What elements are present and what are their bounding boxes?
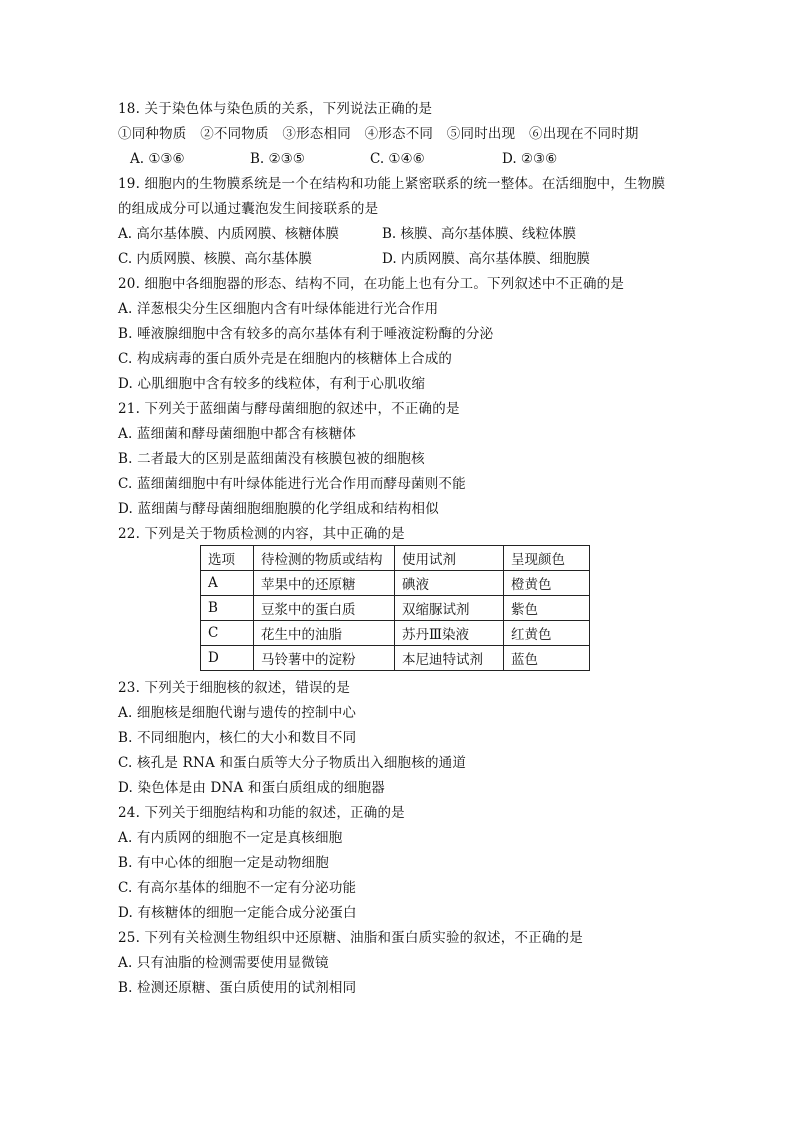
q19-stem-line1: 19. 细胞内的生物膜系统是一个在结构和功能上紧密联系的统一整体。在活细胞中，生物膜 [118,176,666,192]
q19-option-b: B. 核膜、高尔基体膜、线粒体膜 [382,226,577,242]
table-row [201,621,590,646]
q22-header-substance: 待检测的物质或结构 [254,546,395,571]
q20-option-b: B. 唾液腺细胞中含有较多的高尔基体有利于唾液淀粉酶的分泌 [118,326,494,342]
q22-cell-reagent: 本尼迪特试剂 [395,646,504,671]
q25-option-a: A. 只有油脂的检测需要使用显微镜 [118,955,329,971]
q22-cell-substance: 豆浆中的蛋白质 [254,596,395,621]
q23-option-c: C. 核孔是 RNA 和蛋白质等大分子物质出入细胞核的通道 [118,755,467,771]
q21-option-b: B. 二者最大的区别是蓝细菌没有核膜包被的细胞核 [118,451,425,467]
q18-option-a: A. ①③⑥ [130,151,185,167]
q18-option-b: B. ②③⑤ [250,151,305,167]
q21-option-a: A. 蓝细菌和酵母菌细胞中都含有核糖体 [118,426,357,442]
q22-table-header-row [201,546,590,571]
q22-cell-substance: 花生中的油脂 [254,621,395,646]
q19-option-d: D. 内质网膜、高尔基体膜、细胞膜 [382,251,590,267]
q20-option-d: D. 心肌细胞中含有较多的线粒体，有利于心肌收缩 [118,376,426,392]
q20-option-c: C. 构成病毒的蛋白质外壳是在细胞内的核糖体上合成的 [118,351,453,367]
q18-option-d: D. ②③⑥ [502,151,558,167]
table-row [201,571,590,596]
q21-option-c: C. 蓝细菌细胞中有叶绿体能进行光合作用而酵母菌则不能 [118,476,466,492]
q18-option-c: C. ①④⑥ [370,151,425,167]
q20-stem: 20. 细胞中各细胞器的形态、结构不同，在功能上也有分工。下列叙述中不正确的是 [118,276,625,292]
q24-option-c: C. 有高尔基体的细胞不一定有分泌功能 [118,880,357,896]
q22-stem: 22. 下列是关于物质检测的内容，其中正确的是 [118,526,405,542]
q23-option-a: A. 细胞核是细胞代谢与遗传的控制中心 [118,705,357,721]
q25-option-b: B. 检测还原糖、蛋白质使用的试剂相同 [118,980,357,996]
q22-header-color: 呈现颜色 [504,546,590,571]
q22-cell-option: A [201,571,254,596]
q22-cell-color: 橙黄色 [504,571,590,596]
q19-option-a: A. 高尔基体膜、内质网膜、核糖体膜 [118,226,339,242]
q22-cell-color: 紫色 [504,596,590,621]
table-row [201,646,590,671]
table-row [201,596,590,621]
q24-stem: 24. 下列关于细胞结构和功能的叙述，正确的是 [118,805,405,821]
q22-cell-option: B [201,596,254,621]
q24-option-d: D. 有核糖体的细胞一定能合成分泌蛋白 [118,905,357,921]
q19-options-row1 [118,224,678,244]
q22-cell-substance: 马铃薯中的淀粉 [254,646,395,671]
q18-items: ①同种物质 ②不同物质 ③形态相同 ④形态不同 ⑤同时出现 ⑥出现在不同时期 [118,126,639,142]
q21-stem: 21. 下列关于蓝细菌与酵母菌细胞的叙述中，不正确的是 [118,401,460,417]
q25-stem: 25. 下列有关检测生物组织中还原糖、油脂和蛋白质实验的叙述，不正确的是 [118,930,583,946]
q22-cell-option: C [201,621,254,646]
q22-cell-color: 红黄色 [504,621,590,646]
q23-stem: 23. 下列关于细胞核的叙述，错误的是 [118,680,351,696]
q22-table [200,545,590,671]
q22-cell-reagent: 苏丹Ⅲ染液 [395,621,504,646]
q24-option-b: B. 有中心体的细胞一定是动物细胞 [118,855,329,871]
q23-option-d: D. 染色体是由 DNA 和蛋白质组成的细胞器 [118,780,385,796]
q22-cell-reagent: 碘液 [395,571,504,596]
q22-cell-color: 蓝色 [504,646,590,671]
q22-header-reagent: 使用试剂 [395,546,504,571]
q21-option-d: D. 蓝细菌与酵母菌细胞细胞膜的化学组成和结构相似 [118,501,439,517]
q18-stem: 18. 关于染色体与染色质的关系，下列说法正确的是 [118,101,433,117]
q22-cell-option: D [201,646,254,671]
q23-option-b: B. 不同细胞内，核仁的大小和数目不同 [118,730,357,746]
q20-option-a: A. 洋葱根尖分生区细胞内含有叶绿体能进行光合作用 [118,301,439,317]
q22-cell-substance: 苹果中的还原糖 [254,571,395,596]
q18-options [130,149,690,169]
q19-options-row2 [118,249,678,269]
q19-option-c: C. 内质网膜、核膜、高尔基体膜 [118,251,312,267]
q19-stem-line2: 的组成成分可以通过囊泡发生间接联系的是 [118,201,379,217]
q24-option-a: A. 有内质网的细胞不一定是真核细胞 [118,830,343,846]
q22-cell-reagent: 双缩脲试剂 [395,596,504,621]
q22-header-option: 选项 [201,546,254,571]
